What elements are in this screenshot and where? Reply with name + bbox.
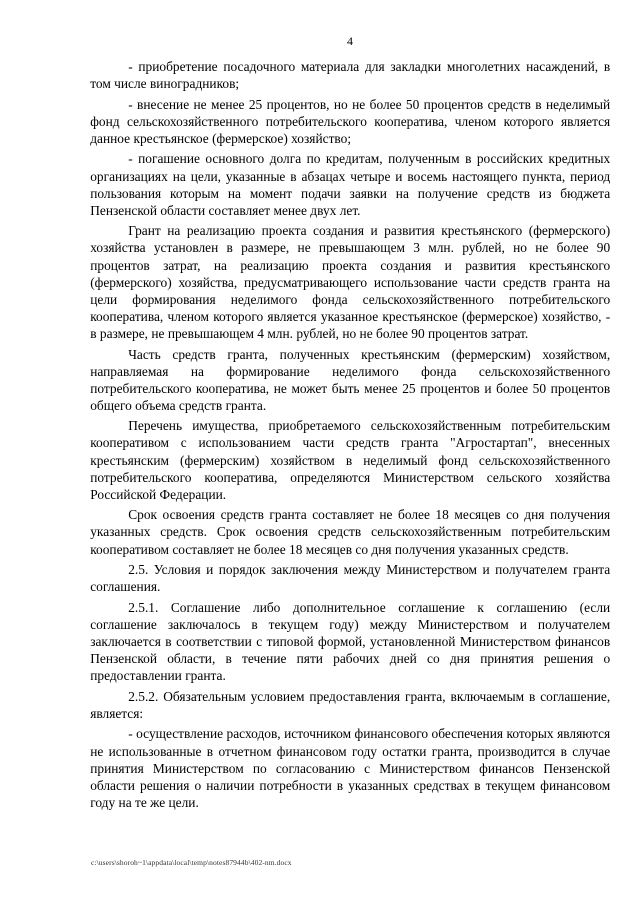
section-heading: 2.5. Условия и порядок заключения между Министерством и получателем гранта соглашения. — [90, 562, 611, 595]
page-number: 4 — [347, 34, 353, 48]
footer-file-path: c:\users\shoroh~1\appdata\local\temp\notes87944b\402-nm.docx — [91, 858, 292, 867]
paragraph: 2.5.1. Соглашение либо дополнительное соглашение к соглашению (если соглашение заключалось в текущем году) между Министерством и получателем заключается в соответствии с типовой формой, установленной Министерством финансов Пензенской области, в течение пяти рабочих дней со дня принятия решения о предоставлении гранта. — [90, 599, 611, 684]
paragraph: - осуществление расходов, источником финансового обеспечения которых являются не использованные в отчетном финансовом году остатки гранта, производится в случае принятия Министерством по согласованию с Министерством финансов Пензенской области решения о наличии потребности в указанных средствах в текущем финансовом году на те же цели. — [90, 726, 611, 810]
paragraph: - приобретение посадочного материала для закладки многолетних насаждений, в том числе виноградников; — [90, 59, 611, 92]
paragraph: Срок освоения средств гранта составляет не более 18 месяцев со дня получения указанных средств. Срок освоения средств сельскохозяйственным потребительским кооперативом составляет не более 18 месяцев со дня получения указанных средств. — [90, 507, 611, 557]
paragraph: Перечень имущества, приобретаемого сельскохозяйственным потребительским кооперативом с использованием части средств гранта "Агростартап", внесенных крестьянским (фермерским) хозяйством в неделимый фонд сельскохозяйственного потребительского кооператива, определяются Министерством сельского хозяйства Российской Федерации. — [90, 418, 611, 502]
paragraph: 2.5.2. Обязательным условием предоставления гранта, включаемым в соглашение, является: — [90, 688, 611, 721]
document-body — [90, 58, 610, 814]
paragraph: - погашение основного долга по кредитам, полученным в российских кредитных организациях на цели, указанные в абзацах четыре и восемь настоящего пункта, период пользования которым на момент подачи заявки на получение средств из бюджета Пензенской области составляет менее двух лет. — [90, 151, 611, 218]
paragraph: Часть средств гранта, полученных крестьянским (фермерским) хозяйством, направляемая на формирование неделимого фонда сельскохозяйственного потребительского кооператива, не может быть менее 25 процентов и более 50 процентов общего объема средств гранта. — [90, 346, 611, 413]
paragraph: - внесение не менее 25 процентов, но не более 50 процентов средств в неделимый фонд сельскохозяйственного потребительского кооператива, членом которого является данное крестьянское (фермерское) хозяйство; — [90, 96, 611, 146]
paragraph: Грант на реализацию проекта создания и развития крестьянского (фермерского) хозяйства установлен в размере, не превышающем 3 млн. рублей, но не более 90 процентов затрат, на реализацию проекта создания и развития крестьянского (фермерского) хозяйства, предусматривающего использование части средств гранта на цели формирования неделимого фонда сельскохозяйственного потребительского кооператива, членом которого является указанное крестьянское (фермерское) хозяйство, - в размере, не превышающем 4 млн. рублей, но не более 90 процентов затрат. — [90, 223, 611, 341]
